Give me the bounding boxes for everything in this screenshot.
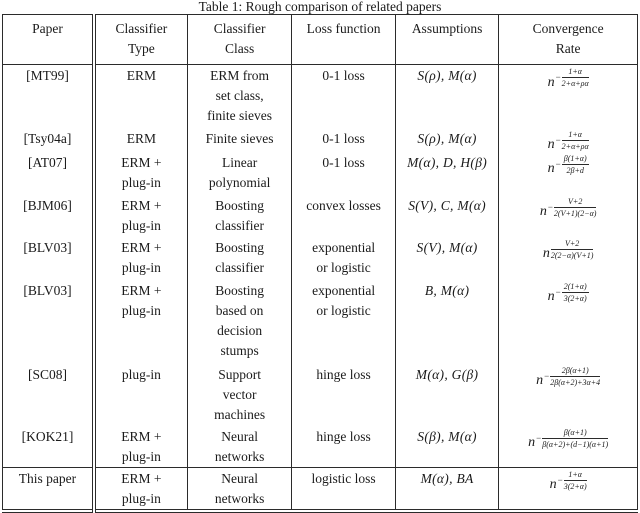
assumptions-formula: B, M(α) <box>424 282 470 298</box>
cell-text-line: ERM + <box>121 154 162 170</box>
convergence-rate-cell <box>499 128 638 152</box>
cell-text-line: finite sieves <box>207 108 273 123</box>
header-text-line: Classifier <box>213 21 266 36</box>
classifier-type-cell <box>94 152 187 195</box>
cell-text-line: networks <box>214 490 265 506</box>
minus-sign: − <box>557 474 563 485</box>
cell-text-line: 0-1 loss <box>322 154 365 170</box>
column-header-assumptions <box>395 15 498 65</box>
classifier-class-cell <box>187 128 291 152</box>
header-text-line: Class <box>224 41 255 56</box>
header-text-line: Classifier <box>115 21 168 36</box>
paper-cell <box>3 280 94 364</box>
header-text-line: Convergence <box>532 21 604 36</box>
assumptions-formula: S(V), C, M(α) <box>408 197 486 213</box>
header-text-line: Paper <box>32 21 63 36</box>
paper-citation: [Tsy04a] <box>23 130 72 146</box>
exponent <box>556 130 589 151</box>
convergence-rate-cell <box>499 195 638 237</box>
cell-text-line: hinge loss <box>316 366 371 382</box>
fraction-numerator: 1+α <box>562 67 589 78</box>
classifier-type-cell <box>94 237 187 280</box>
classifier-type-cell <box>94 280 187 364</box>
loss-function-cell <box>292 65 395 128</box>
assumptions-cell <box>395 467 498 511</box>
header-row <box>3 15 638 65</box>
paper-citation: [MT99] <box>26 68 69 83</box>
assumptions-formula: M(α), D, H(β) <box>407 154 488 170</box>
assumptions-cell <box>395 65 498 128</box>
column-header-paper <box>3 15 94 65</box>
cell-text-line: plug-in <box>121 490 161 506</box>
convergence-rate-cell <box>499 426 638 468</box>
cell-text-line: or logistic <box>316 259 371 275</box>
assumptions-formula: S(V), M(α) <box>416 239 478 255</box>
math-base-n: n <box>536 373 544 388</box>
minus-sign: − <box>536 432 542 443</box>
fraction <box>542 428 608 449</box>
fraction-numerator: V+2 <box>554 197 597 208</box>
cell-text-line: classifier <box>215 217 264 233</box>
fraction <box>562 282 589 303</box>
fraction <box>564 470 587 491</box>
comparison-table <box>2 14 638 513</box>
paper-cell <box>3 128 94 152</box>
minus-sign: − <box>555 72 561 82</box>
cell-text-line: ERM <box>126 68 157 83</box>
fraction-denominator: 2β+d <box>566 165 584 175</box>
cell-text-line: Linear <box>221 154 258 170</box>
paper-citation: [AT07] <box>27 154 67 170</box>
cell-text-line: networks <box>214 448 265 464</box>
cell-text-line: based on <box>215 302 264 318</box>
math-base-n: n <box>549 477 557 492</box>
assumptions-formula: S(ρ), M(α) <box>417 68 477 83</box>
paper-citation: [BLV03] <box>23 239 72 255</box>
assumptions-cell <box>395 237 498 280</box>
paper-cell <box>3 152 94 195</box>
exponent <box>556 282 589 303</box>
cell-text-line: Boosting <box>215 282 264 298</box>
cell-text-line: Boosting <box>215 239 264 255</box>
exponent <box>551 239 594 260</box>
table-row <box>3 364 638 426</box>
header-text-line: Assumptions <box>411 21 483 36</box>
cell-text-line: Support <box>218 366 261 382</box>
assumptions-formula: M(α), BA <box>420 470 474 486</box>
convergence-rate-cell <box>499 237 638 280</box>
paper-citation: [BLV03] <box>23 282 72 298</box>
loss-function-cell <box>292 152 395 195</box>
cell-text-line: Boosting <box>215 197 264 213</box>
fraction-denominator: 2(V+1)(2−α) <box>553 208 597 218</box>
assumptions-cell <box>395 426 498 468</box>
paper-citation: [SC08] <box>27 366 67 382</box>
cell-text-line: set class, <box>215 88 264 103</box>
assumptions-cell <box>395 128 498 152</box>
paper-cell <box>3 426 94 468</box>
exponent <box>556 154 589 175</box>
table-caption: Table 1: Rough comparison of related papers <box>198 0 442 14</box>
cell-text-line: Neural <box>221 428 258 444</box>
table-row <box>3 426 638 468</box>
fraction-denominator: 3(2+α) <box>563 293 587 303</box>
paper-cell <box>3 364 94 426</box>
convergence-rate-cell <box>499 280 638 364</box>
loss-function-cell <box>292 237 395 280</box>
cell-text-line: plug-in <box>121 302 161 318</box>
classifier-class-cell <box>187 152 291 195</box>
math-base-n: n <box>547 289 555 304</box>
minus-sign: − <box>555 286 561 297</box>
fraction-denominator: 3(2+α) <box>563 481 587 491</box>
column-header-loss-function <box>292 15 395 65</box>
classifier-type-cell <box>94 364 187 426</box>
paper-citation: This paper <box>18 470 77 486</box>
math-base-n: n <box>547 137 555 152</box>
cell-text-line: ERM + <box>121 282 162 298</box>
assumptions-cell <box>395 364 498 426</box>
math-base-n: n <box>539 204 547 219</box>
cell-text-line: ERM + <box>121 197 162 213</box>
convergence-rate-formula <box>540 197 597 218</box>
cell-text-line: polynomial <box>208 174 271 190</box>
table-row <box>3 65 638 128</box>
fraction-denominator: 2(2−α)(V+1) <box>550 250 594 260</box>
cell-text-line: Neural <box>221 470 258 486</box>
convergence-rate-formula <box>536 366 600 387</box>
classifier-class-cell <box>187 65 291 128</box>
fraction <box>562 154 589 175</box>
cell-text-line: decision <box>217 322 263 338</box>
assumptions-cell <box>395 152 498 195</box>
cell-text-line: convex losses <box>306 197 381 213</box>
convergence-rate-formula <box>548 67 589 88</box>
paper-cell <box>3 195 94 237</box>
cell-text-line: exponential <box>312 239 376 255</box>
classifier-class-cell <box>187 237 291 280</box>
classifier-type-cell <box>94 195 187 237</box>
assumptions-formula: S(ρ), M(α) <box>417 130 477 146</box>
cell-text-line: exponential <box>312 282 376 298</box>
column-header-classifier-class <box>187 15 291 65</box>
column-header-convergence-rate <box>499 15 638 65</box>
convergence-rate-formula <box>548 282 589 303</box>
table-row <box>3 152 638 195</box>
cell-text-line: plug-in <box>121 366 161 382</box>
classifier-class-cell <box>187 426 291 468</box>
fraction <box>562 67 589 88</box>
fraction-numerator: V+2 <box>551 239 594 250</box>
assumptions-formula: M(α), G(β) <box>415 366 479 382</box>
cell-text-line: ERM <box>126 130 157 146</box>
cell-text-line: machines <box>214 406 266 422</box>
paper-cell <box>3 467 94 511</box>
assumptions-cell <box>395 195 498 237</box>
classifier-type-cell <box>94 467 187 511</box>
classifier-class-cell <box>187 364 291 426</box>
paper-citation: [BJM06] <box>23 197 72 213</box>
cell-text-line: or logistic <box>316 302 371 318</box>
cell-text-line: plug-in <box>121 217 161 233</box>
convergence-rate-formula <box>550 470 587 491</box>
fraction <box>550 366 600 387</box>
cell-text-line: plug-in <box>121 259 161 275</box>
loss-function-cell <box>292 426 395 468</box>
loss-function-cell <box>292 364 395 426</box>
table-row <box>3 280 638 364</box>
fraction-numerator: 2(1+α) <box>563 281 587 291</box>
fraction-numerator: 1+α <box>562 130 589 141</box>
cell-text-line: ERM + <box>121 239 162 255</box>
loss-function-cell <box>292 128 395 152</box>
paper-cell <box>3 237 94 280</box>
paper-citation: [KOK21] <box>21 428 74 444</box>
header-text-line: Type <box>127 41 155 56</box>
exponent <box>558 470 587 491</box>
table-row <box>3 195 638 237</box>
fraction-denominator: β(α+2)+(d−1)(α+1) <box>542 439 609 449</box>
cell-text-line: Finite sieves <box>205 130 274 146</box>
assumptions-formula: S(β), M(α) <box>417 428 477 444</box>
convergence-rate-cell <box>499 364 638 426</box>
header-text-line: Loss function <box>306 21 381 36</box>
minus-sign: − <box>547 201 553 212</box>
cell-text-line: stumps <box>220 342 259 358</box>
paper-cell <box>3 65 94 128</box>
fraction <box>562 130 589 151</box>
classifier-class-cell <box>187 280 291 364</box>
fraction-numerator: β(α+1) <box>542 428 608 439</box>
classifier-class-cell <box>187 467 291 511</box>
cell-text-line: ERM + <box>121 428 162 444</box>
convergence-rate-formula <box>548 130 589 151</box>
convergence-rate-cell <box>499 65 638 128</box>
convergence-rate-cell <box>499 467 638 511</box>
minus-sign: − <box>555 134 561 145</box>
cell-text-line: plug-in <box>121 174 161 190</box>
loss-function-cell <box>292 195 395 237</box>
classifier-type-cell <box>94 65 187 128</box>
math-base-n: n <box>547 74 555 90</box>
convergence-rate-cell <box>499 152 638 195</box>
cell-text-line: logistic loss <box>311 470 376 486</box>
fraction <box>554 197 597 218</box>
cell-text-line: plug-in <box>121 448 161 464</box>
classifier-type-cell <box>94 426 187 468</box>
classifier-class-cell <box>187 195 291 237</box>
exponent <box>548 197 597 218</box>
column-header-classifier-type <box>94 15 187 65</box>
cell-text-line: hinge loss <box>316 428 371 444</box>
exponent <box>556 67 589 88</box>
minus-sign: − <box>555 158 561 169</box>
header-text-line: Rate <box>555 41 581 56</box>
fraction-denominator: 2+α+ρα <box>561 79 589 88</box>
fraction <box>551 239 594 260</box>
table-row <box>3 128 638 152</box>
cell-text-line: classifier <box>215 259 264 275</box>
math-base-n: n <box>547 161 555 176</box>
fraction-denominator: 2β(α+2)+3α+4 <box>550 377 601 387</box>
convergence-rate-formula <box>528 428 608 449</box>
cell-text-line: ERM from <box>210 68 270 83</box>
exponent <box>536 428 608 449</box>
cell-text-line: ERM + <box>121 470 162 486</box>
classifier-type-cell <box>94 128 187 152</box>
table-row <box>3 467 638 511</box>
cell-text-line: 0-1 loss <box>322 130 365 146</box>
cell-text-line: vector <box>222 386 257 402</box>
math-base-n: n <box>528 435 536 450</box>
assumptions-cell <box>395 280 498 364</box>
fraction-numerator: 2β(α+1) <box>550 366 600 377</box>
convergence-rate-formula <box>548 154 589 175</box>
convergence-rate-formula <box>543 239 594 260</box>
fraction-denominator: 2+α+ρα <box>561 141 589 151</box>
loss-function-cell <box>292 467 395 511</box>
math-base-n: n <box>542 246 550 261</box>
cell-text-line: 0-1 loss <box>322 68 365 83</box>
minus-sign: − <box>544 370 550 381</box>
fraction-numerator: β(1+α) <box>563 153 587 163</box>
exponent <box>544 366 600 387</box>
loss-function-cell <box>292 280 395 364</box>
table-row <box>3 237 638 280</box>
fraction-numerator: 1+α <box>564 470 587 481</box>
